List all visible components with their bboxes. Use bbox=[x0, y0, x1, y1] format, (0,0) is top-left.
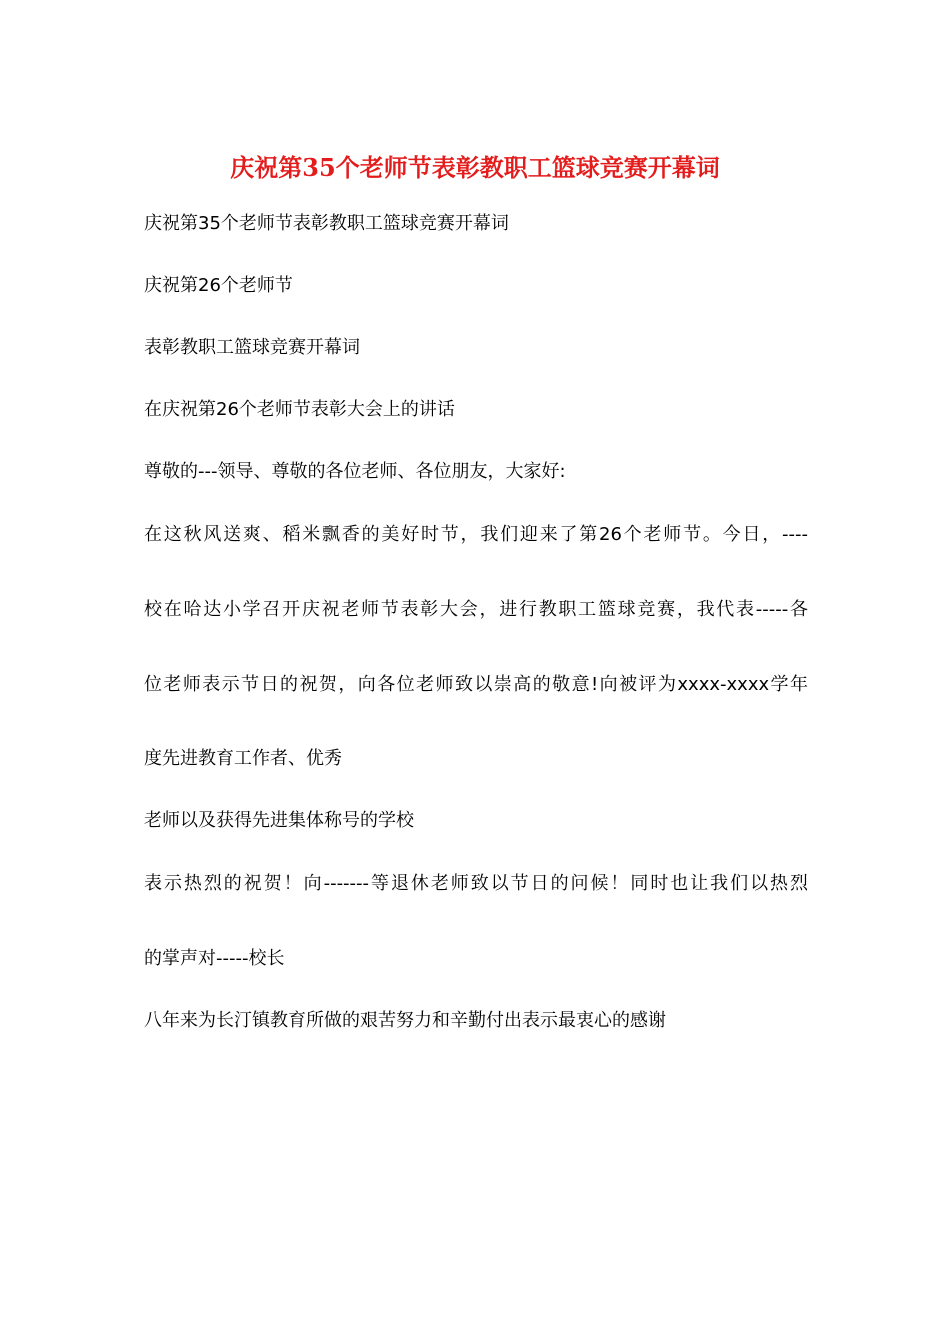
paragraph-line-7: 校在哈达小学召开庆祝老师节表彰大会，进行教职工篮球竞赛，我代表-----各 bbox=[144, 599, 808, 620]
paragraph-line-6: 在这秋风送爽、稻米飘香的美好时节，我们迎来了第26个老师节。今日，---- bbox=[144, 524, 808, 545]
paragraph-line-4: 在庆祝第26个老师节表彰大会上的讲话 bbox=[144, 399, 455, 420]
paragraph-line-9: 度先进教育工作者、优秀 bbox=[144, 748, 342, 769]
paragraph-line-5: 尊敬的---领导、尊敬的各位老师、各位朋友，大家好: bbox=[144, 461, 566, 482]
paragraph-line-3: 表彰教职工篮球竞赛开幕词 bbox=[144, 337, 360, 358]
document-title: 庆祝第35个老师节表彰教职工篮球竞赛开幕词 bbox=[230, 153, 720, 182]
paragraph-line-12: 的掌声对-----校长 bbox=[144, 948, 285, 969]
paragraph-line-1: 庆祝第35个老师节表彰教职工篮球竞赛开幕词 bbox=[144, 213, 509, 234]
paragraph-line-8: 位老师表示节日的祝贺，向各位老师致以崇高的敬意!向被评为xxxx-xxxx学年 bbox=[144, 674, 808, 695]
paragraph-line-11: 表示热烈的祝贺！向-------等退休老师致以节日的问候！同时也让我们以热烈 bbox=[144, 873, 808, 894]
paragraph-line-13: 八年来为长汀镇教育所做的艰苦努力和辛勤付出表示最衷心的感谢 bbox=[144, 1010, 666, 1031]
paragraph-line-2: 庆祝第26个老师节 bbox=[144, 275, 293, 296]
paragraph-line-10: 老师以及获得先进集体称号的学校 bbox=[144, 810, 414, 831]
